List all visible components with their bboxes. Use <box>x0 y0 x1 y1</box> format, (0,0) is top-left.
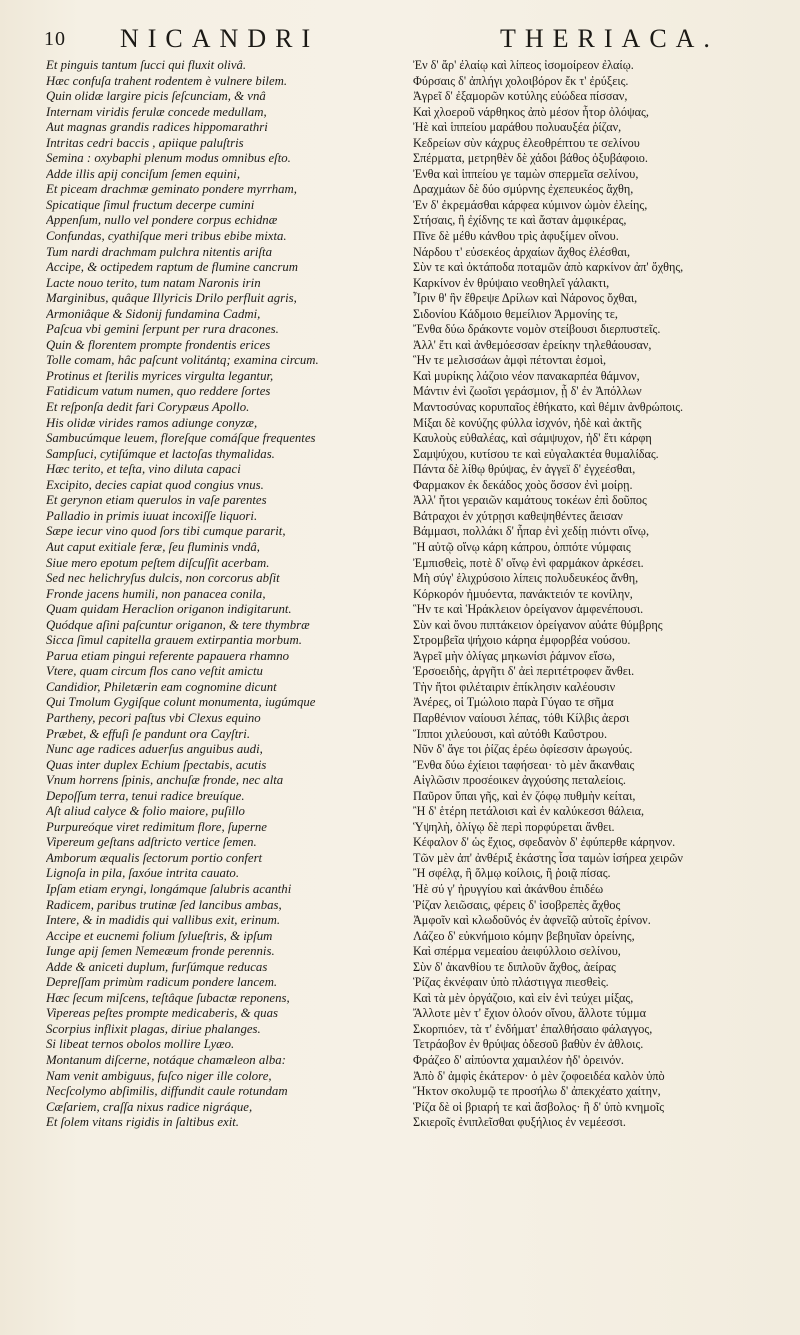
greek-verse-line: Ἀπὸ δ' ἀμφὶς ἑκάτερον· ὁ μὲν ζοφοειδέα καλὸν ὑπὸ <box>413 1068 665 1083</box>
latin-verse-line: Tum nardi drachmam pulchra nitentis ariſta <box>46 244 272 259</box>
greek-verse-line: Τῶν μὲν ἀπ' ἀνθέριξ ἑκάστης ἶσα ταμὼν ἰσήρεα χειρῶν <box>413 850 683 865</box>
greek-verse-line: Σὺν καὶ ὄνου πιπτάκειον ὀρείγανον αὐάτε θύμβρης <box>413 617 663 632</box>
latin-verse-line: Et piceam drachmæ geminato pondere myrrham, <box>46 182 297 197</box>
greek-verse-line: Ῥίζας ἐκνέφαιν ὑπὸ πλάστιγγα πιεσθεὶς. <box>413 975 609 990</box>
latin-verse-line: Vipereum geſtans adſtricto vertice ſemen. <box>46 835 257 850</box>
page-header <box>0 16 800 58</box>
greek-verse-line: Ἀγρεῖ δ' ἐξαμορῶν κοτύλης εὐώδεα πίσσαν, <box>413 89 628 104</box>
greek-verse-line: Ῥίζαν λειῶσαις, φέρεις δ' ἰσοβρεπὲς ἄχθος <box>413 897 621 912</box>
greek-verse-line: Ἀμφοῖν καὶ κλωδοῦνός ἐν ἀφνεῖῷ αὐτοῖς ἐρίνον. <box>413 913 651 928</box>
greek-verse-line: Ἣν τε μελισσάων ἀμφὶ πέτονται ἑσμοὶ, <box>413 353 607 368</box>
greek-verse-line: Φύρσαις δ' ἀπλήγι χολοιβόρον ἔκ τ' ἐρύξεις. <box>413 73 629 88</box>
greek-verse-line: Παρθένιον ναίουσι λέπας, τόθι Κίλβις ἀερσι <box>413 710 630 725</box>
latin-verse-line: Et gerynon etiam querulos in vaſe parentes <box>46 493 267 508</box>
latin-column <box>46 58 398 1317</box>
greek-verse-line: Ἵπποι χιλεύουσι, καὶ αὐτόθι Καΰστρου. <box>413 726 607 741</box>
latin-verse-line: Aut caput exitiale feræ, ſeu fluminis vndâ, <box>46 539 260 554</box>
greek-verse-line: Ἤκτον σκολυμῷ τε προσήλω δ' ἀπεκχέατο χαίτην, <box>413 1084 661 1099</box>
latin-verse-line: Si libeat ternos obolos mollire Lyæo. <box>46 1037 235 1052</box>
latin-verse-line: Sampſuci, cytiſúmque et lactoſas thymalidas. <box>46 446 275 461</box>
latin-verse-line: Fronde jacens humili, non panacea conila, <box>46 586 266 601</box>
greek-verse-line: Σαμψύχου, κυτίσου τε καὶ εὐγαλακτέα θυμαλίδας. <box>413 446 659 461</box>
greek-verse-line: Ἠὲ καὶ ἱππείου μαράθου πολυαυξέα ῥίζαν, <box>413 120 622 135</box>
latin-verse-line: Protinus et ſterilis myrices virgulta legantur, <box>46 368 274 383</box>
greek-verse-line: Ἀγρεῖ μὴν ὀλίγας μηκωνίσι ῥάμνον εἴσω, <box>413 648 615 663</box>
latin-verse-line: Excipito, decies capiat quod congius vnus. <box>46 477 264 492</box>
latin-verse-line: Præbet, & effuſi ſe pandunt ora Cayſtri. <box>46 726 251 741</box>
latin-verse-line: Et ſolem vitans rigidis in ſaltibus exit. <box>46 1115 240 1130</box>
latin-verse-line: Intere, & in madidis qui vallibus exit, erinum. <box>46 913 281 928</box>
greek-verse-line: Κεδρείων σὺν κάχρυς ἐλεοθρέπτου τε σελίνου <box>413 135 640 150</box>
latin-verse-line: Purpureóque viret redimitum flore, ſuperne <box>46 819 267 834</box>
latin-verse-line: Appenſum, nullo vel pondere corpus echidnæ <box>46 213 278 228</box>
greek-verse-line: Παῦρον ὕπαι γῆς, καὶ ἐν ζόφῳ πυθμὴν κείται, <box>413 788 636 803</box>
greek-verse-line: Ἔνθα δύω δράκοντε νομὸν στείβουσι διερπυστεῖς. <box>413 322 661 337</box>
latin-verse-line: Aut magnas grandis radices hippomarathri <box>46 120 268 135</box>
latin-verse-line: Radicem, paribus trutinæ ſed lancibus ambas, <box>46 897 282 912</box>
latin-verse-line: Qui Tmolum Gygiſque colunt monumenta, iugúmque <box>46 695 316 710</box>
latin-verse-line: Vtere, quam circum flos cano veſtit amictu <box>46 664 263 679</box>
latin-verse-line: Fatidicum vatum numen, quo reddere ſortes <box>46 384 271 399</box>
greek-verse-line: Ἔνθα δύω ἐχίειοι ταφήσεαι· τὸ μὲν ἄκανθαις <box>413 757 635 772</box>
latin-verse-line: Adde illis apij conciſum ſemen equini, <box>46 166 241 181</box>
latin-verse-line: Quin olidæ largire picis ſeſcunciam, & vnâ <box>46 89 266 104</box>
greek-verse-line: Ἄλλοτε μὲν τ' ἔχιον ὀλοόν οἴνου, ἄλλοτε τύμμα <box>413 1006 647 1021</box>
latin-verse-line: Sicca ſimul capitella grauem extirpantia morbum. <box>46 633 302 648</box>
greek-verse-line: Ἶριν θ' ἣν ἔθρεψε Δρίλων καὶ Νάρονος ὄχθαι, <box>413 291 638 306</box>
latin-verse-line: Nam venit ambiguus, fuſco niger ille colore, <box>46 1068 272 1083</box>
greek-verse-line: Ἐν δ' ἐκρεμάσθαι κάρφεα κύμινον ὠμὸν ἐλείης, <box>413 197 648 212</box>
greek-verse-line: Ἢ δ' ἑτέρη πετάλοισι καὶ ἐν καλύκεσσι θάλεια, <box>413 804 645 819</box>
latin-verse-line: Aſt aliud calyce & folio maiore, puſillo <box>46 804 245 819</box>
greek-verse-line: Ἐν δ' ἄρ' ἐλαίῳ καὶ λίπεος ἰσομοίρεον ἐλαίῳ. <box>413 58 634 72</box>
greek-verse-line: Φράζεο δ' αἰπύοντα χαμαιλέον ἠδ' ὀρεινόν. <box>413 1053 624 1067</box>
greek-verse-line: Σιδονίου Κάδμοιο θεμείλιον Ἁρμονίης τε, <box>413 306 618 321</box>
greek-verse-line: Καρκίνον ἐν θρύψαιο νεοθηλεῖ γάλακτι, <box>413 275 610 290</box>
latin-verse-line: Palladio in primis iuuat incoxiſſe liquori. <box>46 508 258 523</box>
latin-verse-line: Vnum horrens ſpinis, anchuſæ fronde, nec alta <box>46 773 284 788</box>
greek-verse-line: Λάζεο δ' εὐκνήμοιο κόμην βεβηυῖαν ὀρείνης, <box>413 928 635 943</box>
latin-verse-line: Lignoſa in pila, ſaxóue intrita cauato. <box>46 866 240 881</box>
latin-verse-line: Lacte nouo terito, tum natam Naronis irin <box>46 275 261 290</box>
latin-verse-line: Quam quidam Heraclion origanon indigitarunt. <box>46 602 292 617</box>
latin-verse-line: Cæſariem, craſſa nixus radice nigráque, <box>46 1099 253 1114</box>
latin-verse-line: Accipe et eucnemi folium ſylueſtris, & ipſum <box>46 928 273 943</box>
greek-verse-line: Σκιεροῖς ἐνιπλεῖσθαι φυξήλιος ἐν νεμέεσσι. <box>413 1115 626 1130</box>
latin-verse-line: Intritas cedri baccis , apiique paluſtris <box>46 135 244 150</box>
latin-verse-line: Internam viridis ferulæ concede medullam, <box>46 104 267 119</box>
greek-verse-line: Μαντοσύνας κορυπαῖος ἐθήκατο, καὶ θέμιν ἀνθρώποις. <box>413 400 684 415</box>
latin-verse-line: Amborum æqualis ſectorum portio confert <box>46 850 263 865</box>
greek-verse-line: Ἀλλ' ἔτι καὶ ἀνθεμόεσσαν ἐρείκην τηλεθάουσαν, <box>413 337 652 352</box>
latin-verse-line: Sed nec helichryſus dulcis, non corcorus abſit <box>46 571 280 586</box>
greek-verse-line: Σκορπιόεν, τὰ τ' ἐνδήματ' ἐπαλθήσαιο φάλαγγος, <box>413 1021 653 1036</box>
greek-verse-line: Σπέρματα, μετρηθὲν δὲ χάδοι βάθος ὀξυβάφοιο. <box>413 151 648 166</box>
greek-verse-line: Ἀνέρες, οἱ Τμώλοιο παρὰ Γύγαο τε σῆμα <box>413 695 614 710</box>
greek-verse-line: Ἐρσοειδὴς, ἀργῆτι δ' ἀεὶ περιτέτροφεν ἄνθει. <box>413 664 635 679</box>
greek-verse-line: Φαρμακον ἐκ δεκάδος χοὸς ὅσσον ἐνὶ μοίρῃ. <box>413 477 633 492</box>
greek-verse-line: Νῦν δ' ἄγε τοι ῥίζας ἐρέω ὀφίεσσιν ἀρωγούς. <box>413 742 633 757</box>
latin-verse-line: Paſcua vbi gemini ſerpunt per rura dracones. <box>46 322 279 337</box>
latin-verse-line: Depreſſam primùm radicum pondere lancem. <box>46 975 278 990</box>
running-title-left: NICANDRI <box>120 24 320 53</box>
greek-verse-line: Καὶ μυρίκης λάζοιο νέον πανακαρπέα θάμνον, <box>413 368 640 383</box>
latin-verse-line: Et reſponſa dedit fari Corypæus Apollo. <box>46 400 250 415</box>
latin-verse-line: Spicatique ſimul fructum decerpe cumini <box>46 197 255 212</box>
latin-verse-line: Iunge apij ſemen Nemeæum fronde perennis. <box>46 944 275 959</box>
latin-verse-line: Et pinguis tantum ſucci qui fluxit olivâ. <box>46 58 247 72</box>
latin-verse-line: Armoniâque & Sidonij fundamina Cadmi, <box>46 306 261 321</box>
greek-verse-line: Δραχμάων δὲ δύο σμύρνης ἐχεπευκέος ἄχθη, <box>413 182 634 197</box>
latin-verse-line: Quódque aſini paſcuntur origanon, & tere thymbræ <box>46 617 310 632</box>
latin-verse-line: Montanum diſcerne, notáque chamæleon alba: <box>46 1053 286 1067</box>
latin-verse-line: Quin & florentem prompte frondentis erices <box>46 337 271 352</box>
latin-verse-line: Sæpe iecur vino quod ſors tibi cumque pararit, <box>46 524 286 539</box>
greek-verse-line: Πάντα δὲ λίθῳ θρύψας, ἐν ἀγγεϊ δ' ἐγχεέσθαι, <box>413 462 636 477</box>
latin-verse-line: Parua etiam pingui referente papauera rhamno <box>46 648 289 663</box>
latin-verse-line: Depoſſum terra, tenui radice breuíque. <box>46 788 245 803</box>
greek-verse-line: Ἐνθα καὶ ἱππείου γε ταμὼν σπερμεῖα σελίνου, <box>413 166 639 181</box>
greek-verse-line: Μὴ σύγ' ἑλιχρύσοιο λίπεις πολυδευκέος ἄνθη, <box>413 571 639 586</box>
greek-verse-line: Μάντιν ἐνὶ ζωοῖσι γεράσμιον, ᾗ δ' ἐν Ἀπόλλων <box>413 384 642 399</box>
greek-verse-line: Ὑψηλὴ, ὀλίγῳ δὲ περὶ πορφύρεται ἄνθει. <box>413 819 615 834</box>
greek-verse-line: Ἠὲ σύ γ' ἠρυγγίου καὶ ἀκάνθου ἐπιδέω <box>413 881 604 896</box>
latin-verse-line: Marginibus, quâque Illyricis Drilo perfluit agris, <box>46 291 297 306</box>
latin-verse-line: Candidior, Philetærin eam cognomine dicunt <box>46 679 277 694</box>
latin-verse-line: Hæc confuſa trahent rodentem è vulnere bilem. <box>46 73 288 88</box>
page-number: 10 <box>44 28 66 50</box>
greek-verse-line: Ἣν τε καὶ Ἡράκλειον ὀρείγανον ἀμφενέπουσι. <box>413 602 644 617</box>
latin-verse-line: Nunc age radices aduerſus anguibus audi, <box>46 742 263 757</box>
greek-verse-line: Μίξαι δὲ κονύζης φύλλα ἰσχνόν, ἠδὲ καὶ ἀκτῆς <box>413 415 642 430</box>
greek-verse-line: Αἰγλῶσιν προσέοικεν ἀγχούσης πεταλείοις. <box>413 773 626 788</box>
latin-verse-line: Scorpius inflixit plagas, diriue phalanges. <box>46 1021 261 1036</box>
greek-verse-line: Ἢ αὐτῷ οἴνῳ κάρη κάπρου, ὁππότε νύμφαις <box>413 539 631 554</box>
latin-verse-line: Tolle comam, hâc paſcunt volitántq; examina circum. <box>46 353 319 368</box>
latin-verse-line: Hæc terito, et teſta, vino diluta capaci <box>46 462 241 477</box>
greek-verse-line: Τὴν ἤτοι φιλέταιριν ἐπίκλησιν καλέουσιν <box>413 679 616 694</box>
latin-verse-line: Quas inter duplex Echium ſpectabis, acutis <box>46 757 267 772</box>
greek-column <box>413 58 758 1317</box>
latin-verse-line: Accipe, & octipedem raptum de flumine cancrum <box>46 260 298 275</box>
latin-verse-line: Adde & aniceti duplum, furſúmque reducas <box>46 959 268 974</box>
latin-verse-line: Siue mero epotum peſtem diſcuſſit acerbam. <box>46 555 270 570</box>
greek-verse-line: Καὶ χλοεροῦ νάρθηκος ἀπὸ μέσον ἦτορ ὀλόψας, <box>413 104 649 119</box>
latin-verse-line: Vipereas peſtes prompte medicaberis, & quas <box>46 1006 278 1021</box>
latin-verse-line: Partheny, pecori paſtus vbi Clexus equino <box>46 710 261 725</box>
running-title-right: THERIACA. <box>500 24 719 53</box>
greek-verse-line: Κόρκορόν ἠμυόεντα, πανάκτειόν τε κονίλην, <box>413 586 633 601</box>
greek-verse-line: Καὶ τὰ μὲν ὀργάζοιο, καὶ εἰν ἑνὶ τεύχει μίξας, <box>413 990 634 1005</box>
greek-verse-line: Πῖνε δὲ μέθυ κάνθου τρὶς ἀφυξίμεν οἴνου. <box>413 229 619 244</box>
greek-verse-line: Στήσαις, ἢ ἐχίδνης τε καὶ ἄσταν ἀμφικέρας, <box>413 213 627 228</box>
greek-verse-line: Βάτραχοι ἐν χύτρῃσι καθεψηθέντες ἄεισαν <box>413 508 623 523</box>
latin-verse-line: Necſcolymo abſimilis, diffundit caule rotundam <box>46 1084 288 1099</box>
greek-verse-line: Σὺν δ' ἀκανθίου τε διπλοῦν ἄχθος, ἀείρας <box>413 959 616 974</box>
greek-verse-line: Ῥίζα δὲ οἱ βριαρή τε καὶ ἄσβολος· ἢ δ' ὑπὸ κνημοῖς <box>413 1099 665 1114</box>
greek-verse-line: Ἐμπισθεὶς, ποτὲ δ' οἴνῳ ἐνὶ φαρμάκον ἀρκέσει. <box>413 555 644 570</box>
latin-verse-line: Confundas, cyathiſque meri tribus ebibe mixta. <box>46 229 287 244</box>
greek-verse-line: Νάρδου τ' εὐσεκέος ἀρχαίων ἄχθος ἑλέσθαι, <box>413 244 631 259</box>
latin-verse-line: His olidæ virides ramos adiunge conyzæ, <box>46 415 258 430</box>
greek-verse-line: Κέφαλον δ' ὡς ἔχιος, σφεδανὸν δ' ἐφύπερθε κάρηνον. <box>413 835 676 850</box>
greek-verse-line: Ἀλλ' ἤτοι γεραιῶν καμάτους τοκέων ἐπὶ δοῦπος <box>413 493 647 508</box>
latin-verse-line: Hæc ſecum miſcens, teſtâque ſubactæ reponens, <box>46 990 290 1005</box>
greek-verse-line: Βάμμασι, πολλάκι δ' ἧπαρ ἐνὶ χεδίῃ πιόντι οἴνῳ, <box>413 524 649 539</box>
greek-verse-line: Σὺν τε καὶ ὀκτάποδα ποταμῶν ἀπὸ καρκίνον ἀπ' ὄχθης, <box>413 260 684 275</box>
latin-verse-line: Ipſam etiam eryngi, longámque ſalubris acanthi <box>46 881 292 896</box>
greek-verse-line: Καὶ σπέρμα νεμεαίου ἀειφύλλοιο σελίνου, <box>413 944 621 959</box>
greek-verse-line: Καυλοὺς εὐθαλέας, καὶ σάμψυχον, ἠδ' ἔτι κάρφη <box>413 431 652 446</box>
greek-verse-line: Στρομβεῖα ψήχοιο κάρηα ἐμφορβέα νούσου. <box>413 633 631 648</box>
latin-verse-line: Sambucúmque leuem, floreſque comáſque frequentes <box>46 431 316 446</box>
greek-verse-line: Ἢ σφέλᾳ, ἢ ὅλμῳ κοίλοις, ἢ ῥοιᾷ πίσας. <box>413 866 611 881</box>
latin-verse-line: Semina : oxybaphi plenum modus omnibus eſto. <box>46 151 291 166</box>
greek-verse-line: Τετράοβον ἐν θρύψας ὀδεσοῦ βαθὺν ἐν ἀθλοις. <box>413 1037 644 1052</box>
